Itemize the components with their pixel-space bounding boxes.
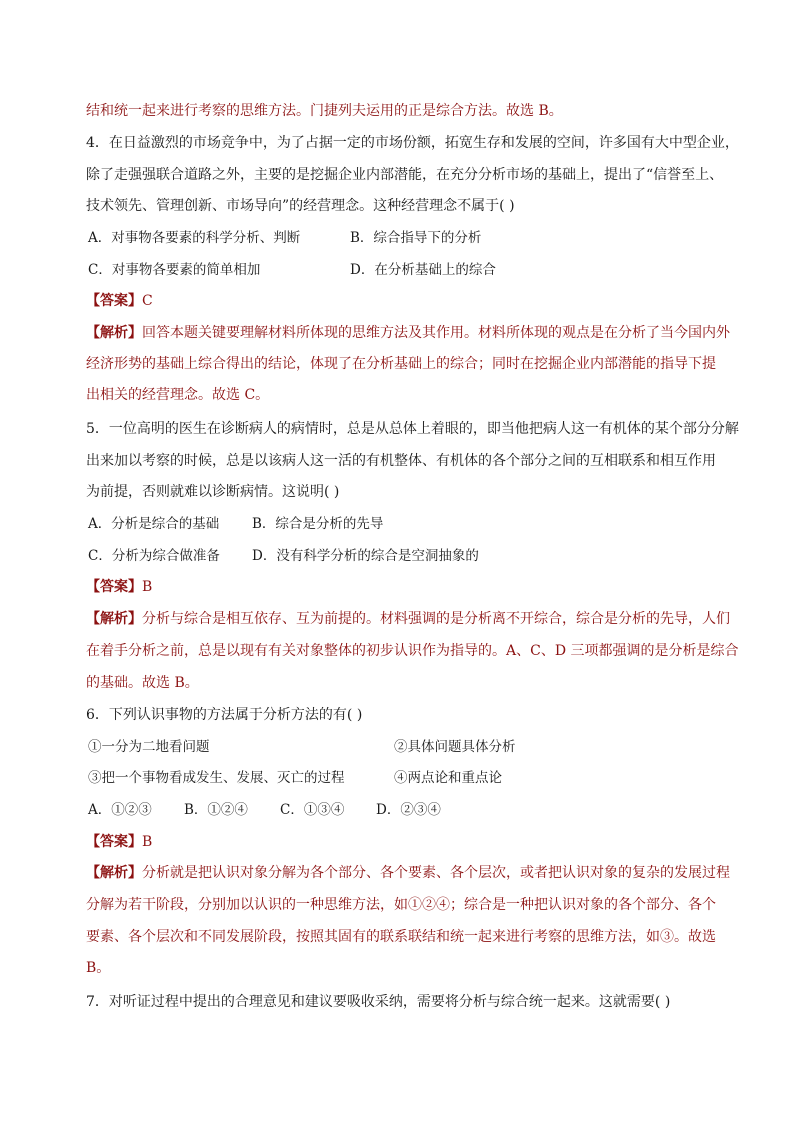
q7-stem-line-1: 7．对听证过程中提出的合理意见和建议要吸收采纳，需要将分析与综合统一起来。这就需要( ) (86, 994, 671, 1010)
answer-value: C (142, 293, 153, 309)
q4-option-a: A．对事物各要素的科学分析、判断 (88, 230, 301, 246)
q6-item-3: ③把一个事物看成发生、发展、灭亡的过程 (88, 770, 345, 786)
q5-option-a: A．分析是综合的基础 (88, 516, 220, 532)
q5-option-d: D．没有科学分析的综合是空洞抽象的 (252, 548, 479, 564)
q4-option-b: B．综合指导下的分析 (350, 230, 482, 246)
q5-explanation-line-3: 的基础。故选 B。 (86, 675, 199, 691)
answer-tag: 【答案】 (86, 579, 142, 595)
q5-stem-line-3: 为前提，否则就难以诊断病情。这说明( ) (86, 484, 340, 500)
answer-tag: 【答案】 (86, 293, 142, 309)
q6-explanation-line-2: 分解为若干阶段，分别加以认识的一种思维方法，如①②④；综合是一种把认识对象的各个部分、各个 (86, 897, 716, 913)
q6-option-b: B．①②④ (184, 802, 248, 818)
q4-stem-line-1: 4．在日益激烈的市场竞争中，为了占据一定的市场份额，拓宽生存和发展的空间，许多国有大中型企业， (86, 135, 739, 151)
explanation-tag: 【解析】 (86, 611, 142, 627)
q6-explanation-line-3: 要素、各个层次和不同发展阶段，按照其固有的联系联结和统一起来进行考察的思维方法，如③。故选 (86, 929, 716, 945)
explanation-tag: 【解析】 (86, 865, 142, 881)
q4-option-d: D．在分析基础上的综合 (350, 262, 496, 278)
q5-stem-line-2: 出来加以考察的时候，总是以该病人这一活的有机整体、有机体的各个部分之间的互相联系和相互作用 (86, 453, 716, 469)
q6-option-d: D．②③④ (376, 802, 441, 818)
q6-option-a: A．①②③ (88, 802, 152, 818)
q4-stem-line-3: 技术领先、管理创新、市场导向”的经营理念。这种经营理念不属于( ) (86, 198, 515, 214)
q5-answer (86, 577, 152, 597)
q4-explanation-line-2: 经济形势的基础上综合得出的结论，体现了在分析基础上的综合；同时在挖掘企业内部潜能的指导下提 (86, 356, 716, 372)
q6-explanation-line-1: 【解析】分析就是把认识对象分解为各个部分、各个要素、各个层次，或者把认识对象的复杂的发展过程 (86, 865, 730, 881)
q4-explanation-line-1: 【解析】回答本题关键要理解材料所体现的思维方法及其作用。材料所体现的观点是在分析了当今国内外 (86, 325, 730, 341)
q6-stem-line-1: 6．下列认识事物的方法属于分析方法的有( ) (86, 707, 363, 723)
q4-answer (86, 291, 153, 311)
q6-option-c: C．①③④ (280, 802, 345, 818)
q6-explanation-line-4: B。 (86, 960, 111, 976)
q4-explanation-line-3: 出相关的经营理念。故选 C。 (86, 387, 270, 403)
explanation-tag: 【解析】 (86, 325, 142, 341)
q4-stem-line-2: 除了走强强联合道路之外，主要的是挖掘企业内部潜能，在充分分析市场的基础上，提出了“信誉至上、 (86, 167, 724, 183)
q5-explanation-line-2: 在着手分析之前，总是以现有有关对象整体的初步认识作为指导的。A、C、D 三项都强调的是分析是综合 (86, 643, 739, 659)
prev-explanation-tail: 结和统一起来进行考察的思维方法。门捷列夫运用的正是综合方法。故选 B。 (86, 103, 563, 119)
q4-option-c: C．对事物各要素的简单相加 (88, 262, 261, 278)
answer-tag: 【答案】 (86, 834, 142, 850)
answer-value: B (142, 834, 153, 850)
q6-answer (86, 832, 152, 852)
q6-item-2: ②具体问题具体分析 (394, 739, 516, 755)
q5-option-b: B．综合是分析的先导 (252, 516, 384, 532)
answer-value: B (142, 579, 153, 595)
q6-item-4: ④两点论和重点论 (394, 770, 502, 786)
q5-explanation-line-1: 【解析】分析与综合是相互依存、互为前提的。材料强调的是分析离不开综合，综合是分析的先导，人们 (86, 611, 730, 627)
q5-option-c: C．分析为综合做准备 (88, 548, 220, 564)
q6-item-1: ①一分为二地看问题 (88, 739, 210, 755)
q5-stem-line-1: 5．一位高明的医生在诊断病人的病情时，总是从总体上着眼的，即当他把病人这一有机体的某个部分分解 (86, 421, 739, 437)
